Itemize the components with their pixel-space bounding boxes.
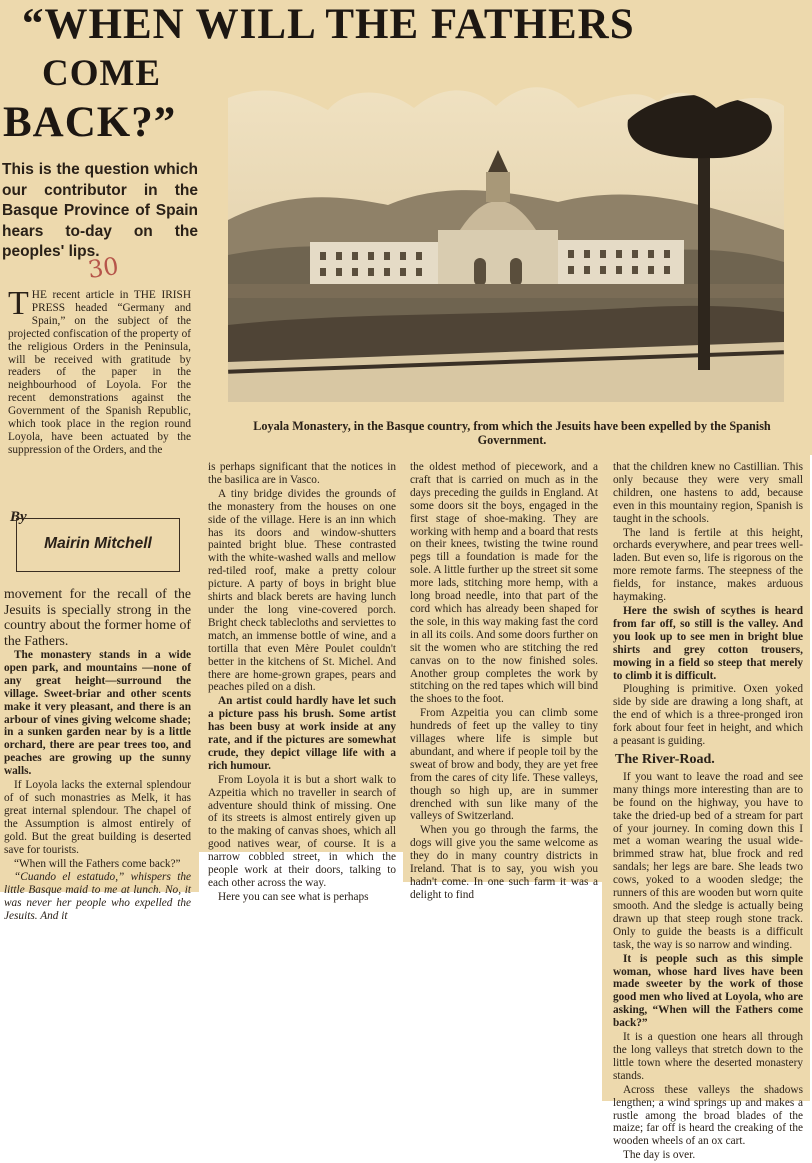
col1-paragraph-0: movement for the recall of the Jesuits is specially strong in the country about the former home of the Fathers. [4, 586, 191, 648]
col4-paragraph-4: If you want to leave the road and see many things more interesting than are to be found on the highway, you have to take the dried-up bed of a stream for part of your journey. In coming down this I met a woman wearing the usual wide-brimmed straw hat, blue frock and red sandals; her legs are bare. She leads two cows, yoked to a wooden sledge; the runners of this are wooden but worn quite smooth. And the sledge is actually being drawn up that steep rough stone track. Only to guide the beasts is a difficult task, the way is so narrow and winding. [613, 770, 803, 951]
col4-paragraph-3: Ploughing is primitive. Oxen yoked side by side are drawing a long shaft, at the end of which is a three-pronged iron fork about four feet in height, and which a peasant is guiding. [613, 683, 803, 748]
col2-paragraph-3: From Loyola it is but a short walk to Azpeitia which no traveller in search of adventure should think of missing. One of its streets is almost entirely given up to the making of canvas shoes, which all good natives wear, of course. It is a narrow cobbled street, in which the people work at their doors, talking to each other across the way. [208, 773, 396, 889]
article-col3 [410, 461, 598, 903]
col2-paragraph-0: is perhaps significant that the notices in the basilica are in Vasco. [208, 461, 396, 486]
col1-top-paragraph: HE recent article in THE IRISH PRESS headed “Germany and Spain,” on the subject of the projected confiscation of the property of the religious Orders in the Peninsula, will be received with gratitude by readers of the paper in the neighbourhood of Loyola. For the recent demonstrations against the Government of the Spanish Republic, which took place in the region round Loyola, have been actuated by the suppression of the Orders, and the [8, 289, 191, 456]
byline-author: Mairin Mitchell [44, 535, 152, 552]
col4-paragraph-8: The day is over. [623, 1149, 696, 1162]
byline-box [16, 518, 180, 572]
col1-paragraph-1: The monastery stands in a wide open park, and mountains —none of any great height—surround the village. Sweet-briar and other scents make it very pleasant, and there is an arbour of vines giving welcome shade; in a sunken garden near by is a little orchard, there are pear trees too, and peaches are growing up the sunny walls. [4, 649, 191, 778]
col1-paragraph-2: If Loyola lacks the external splendour of of such monastries as Melk, it has great internal splendour. The chapel of the Assumption is almost entirely of gold. But the great building is deserted save for tourists. [4, 779, 191, 856]
col3-paragraph-0: the oldest method of piecework, and a craft that is carried on much as in the days preceding the guilds in England. At some doors sit the boys, engaged in the first stage of shoe-making. They are working with hemp and a board that rests on their knees, twisting the twine round pegs till a foundation is made for the sole. A little further up the street sit some more lads, stitching more hemp, with a long broad needle, into that part of the cord which has already been shaped for the sole, in this way making fast the cord in all its coils. And some doors further on sit the women who are stitching the red canvas on to the now finished soles. Another group completes the work by stitching on the red tapes which will bind the shoes to the foot. [410, 461, 598, 706]
headline-line-3: BACK?” [3, 99, 177, 146]
col1-paragraph-3: “When will the Fathers come back?” [14, 857, 181, 870]
col1-paragraph-4: “Cuando el estatudo,” whispers the little Basque maid to me at lunch. No, it was never her people who expelled the Jesuits. And it [4, 871, 191, 923]
col4-paragraph-7: Across these valleys the shadows lengthen; a wind springs up and makes a rustle among the broad blades of the maize; far off is heard the creaking of the wooden wheels of an ox cart. [613, 1083, 803, 1148]
river-road-subhead: The River-Road. [615, 751, 715, 767]
headline-line-2: COME [42, 53, 162, 94]
col2-paragraph-2: An artist could hardly have let such a picture pass his brush. Some artist has been busy at work inside at any rate, and if the pictures are somewhat crude, they depict village life with a rich humour. [208, 695, 396, 772]
margin-note: 30 [86, 252, 121, 284]
article-col4 [613, 461, 803, 1163]
headline-line-1: “WHEN WILL THE FATHERS [22, 1, 635, 48]
col3-paragraph-2: When you go through the farms, the dogs will give you the same welcome as they do in many country districts in Ireland. That is to say, you wish you hadn't come. In one such farm it was a delight to find [410, 824, 598, 901]
col4-paragraph-2: Here the swish of scythes is heard from far off, so still is the valley. And you look up to see men in bright blue shirts and grey cotton trousers, mowing in a field so steep that merely to climb it is difficult. [613, 604, 803, 682]
col2-paragraph-4: Here you can see what is perhaps [218, 890, 369, 903]
monastery-photo-art [228, 80, 784, 413]
col4-paragraph-0: that the children knew no Castillian. This only because they were very small children, one hastens to add, because even in this mountainy region, Spanish is taught in the schools. [613, 461, 803, 525]
monastery-photo [228, 80, 784, 413]
col4-paragraph-1: The land is fertile at this height, orchards everywhere, and pear trees well-laden. But even so, life is rigorous on the more remote farms. The steepness of the fields, for instance, makes arduous haymaking. [613, 526, 803, 604]
col2-paragraph-1: A tiny bridge divides the grounds of the monastery from the houses on one side of the village. Here is an inn which has its doors and window-shutters painted bright blue. These contrasted with the white-washed walls and mellow red-tiled roof, make a pretty colour picture. A party of boys in bright blue shirts and black berets are having lunch under the long vine-covered porch. Bright check tablecloths and serviettes to match, an immense bottle of wine, and a tortilla that even Mère Poulet couldn't better in the kitchens of St. Michel. And there are home-grown grapes, pears and peaches piled on a dish. [208, 487, 396, 694]
drop-cap: T [8, 285, 29, 322]
col4-paragraph-6: It is a question one hears all through the long valleys that stretch down to the little town where the deserted monastery stands. [613, 1031, 803, 1082]
col4-paragraph-5: It is people such as this simple woman, whose hard lives have been made sweeter by the work of those good men who lived at Loyola, who are asking, “When will the Fathers come back?” [613, 952, 803, 1030]
article-col2 [208, 461, 396, 905]
byline-by: By [10, 509, 27, 525]
article-col1-bottom [4, 586, 191, 924]
article-col1-top [8, 285, 191, 458]
photo-caption: Loyala Monastery, in the Basque country, from which the Jesuits have been expelled by the Spanish Government. [253, 419, 771, 447]
standfirst: This is the question which our contributor in the Basque Province of Spain hears to-day on the peoples' lips. [2, 161, 198, 260]
col3-paragraph-1: From Azpeitia you can climb some hundreds of feet up the valley to tiny villages where life is simple but abundant, and where if people toil by the sweat of brow and body, they are yet free from the cares of city life. These valleys, though so high up, are in summer drenched with sun like many of the valleys of Switzerland. [410, 707, 598, 823]
